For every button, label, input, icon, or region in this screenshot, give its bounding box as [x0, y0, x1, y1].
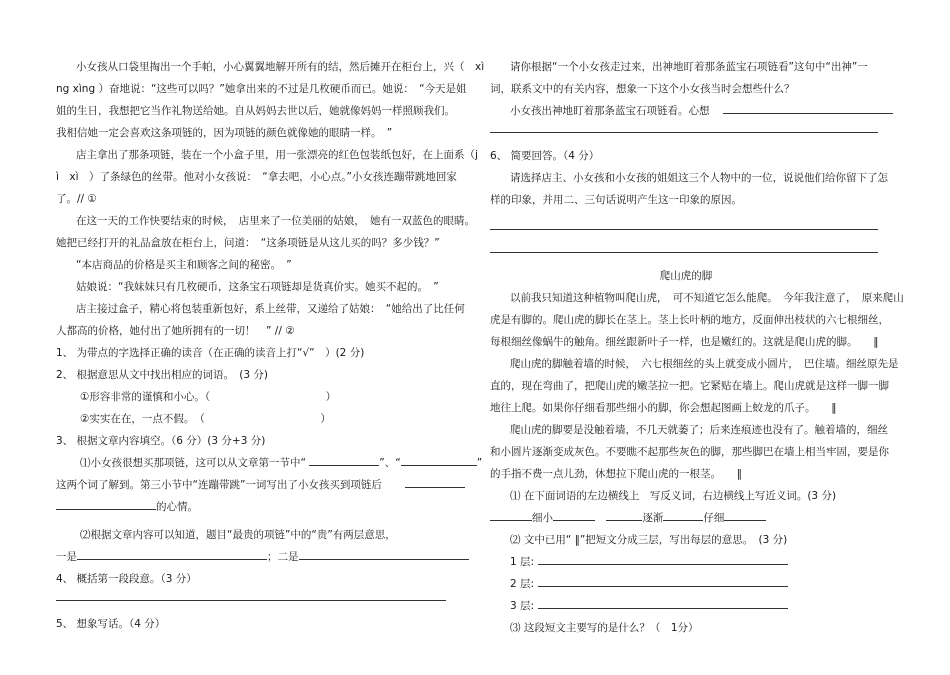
question-sub-1-answers — [490, 507, 882, 529]
answer-blank[interactable] — [606, 508, 642, 521]
layer-label: 3 层: — [510, 600, 535, 612]
answer-label: 一是 — [56, 551, 77, 563]
question-1: 1、 为带点的字选择正确的读音（在正确的读音上打“√” ）(2 分) — [56, 347, 365, 359]
passage-line: 爬山虎的脚触着墙的时候， 六七根细丝的头上就变成小圆片， 巴住墙。细丝原先是 — [510, 358, 899, 370]
answer-blank[interactable] — [309, 453, 379, 466]
layer-1 — [490, 551, 882, 573]
passage-line: 小女孩从口袋里掏出一个手帕，小心翼翼地解开所有的结，然后摊开在柜台上，兴（ xì — [76, 61, 485, 73]
layer-2 — [490, 573, 882, 595]
answer-blank[interactable] — [401, 453, 477, 466]
passage-line: 店主接过盒子，精心将包装重新包好，系上丝带，又递给了姑娘： “她给出了比任何 — [76, 303, 465, 315]
passage-title: 爬山虎的脚 — [659, 270, 713, 282]
answer-blank[interactable] — [490, 508, 532, 521]
right-column — [490, 56, 904, 639]
answer-line[interactable] — [56, 590, 446, 601]
passage-line: 直的，现在弯曲了，把爬山虎的嫩茎拉一把。它紧贴在墙上。爬山虎就是这样一脚一脚 — [490, 380, 889, 392]
question-6: 6、 简要回答。（4 分） — [490, 150, 600, 162]
word-label: 细小 — [532, 512, 553, 524]
passage-line: 以前我只知道这种植物叫爬山虎， 可不知道它怎么能爬。 今年我注意了， 原来爬山 — [510, 292, 904, 304]
answer-blank[interactable] — [538, 574, 788, 587]
answer-line[interactable] — [490, 219, 878, 230]
question-text: 小女孩出神地盯着那条蓝宝石项链看。心想 — [510, 105, 710, 117]
answer-label: ；二是 — [267, 551, 299, 563]
passage-line: 每根细丝像蜗牛的触角。细丝跟新叶子一样，也是嫩红的。这就是爬山虎的脚。 ‖ — [490, 336, 879, 348]
passage-line: 她把已经打开的礼品盒放在柜台上，问道： “这条项链是从这儿买的吗？多少钱？” — [56, 237, 440, 249]
question-text: 这两个词了解到。第三小节中“连蹦带跳”一词写出了小女孩买到项链后 — [56, 479, 382, 491]
answer-blank[interactable] — [405, 475, 465, 488]
layer-3 — [490, 595, 882, 617]
answer-blank[interactable] — [299, 547, 469, 560]
question-sub-2: ⑵ 文中已用“ ‖”把短文分成三层，写出每层的意思。 (3 分) — [510, 534, 788, 546]
answer-blank[interactable] — [724, 508, 766, 521]
word-label: 逐渐 — [642, 512, 664, 524]
question-2-item-2[interactable]: ②实实在在，一点不假。 （ ） — [80, 413, 331, 425]
question-5-text: 词，联系文中的有关内容，想象一下这个小女孩当时会想些什么？ — [490, 83, 795, 95]
question-3-part-1-cont — [56, 474, 454, 496]
layer-label: 1 层: — [510, 556, 535, 568]
passage-line: 虎是有脚的。爬山虎的脚长在茎上。茎上长叶柄的地方，反面伸出枝状的六七根细丝， — [490, 314, 889, 326]
answer-blank[interactable] — [553, 508, 595, 521]
passage-line: 人都高的价格，她付出了她所拥有的一切！ ” // ② — [56, 325, 295, 337]
question-3-part-2-answers — [56, 546, 454, 568]
answer-blank[interactable] — [663, 508, 703, 521]
passage-line: ì xì ）了条绿色的丝带。他对小女孩说： “拿去吧，小心点。”小女孩连蹦带跳地回家 — [56, 171, 457, 183]
answer-line[interactable] — [490, 242, 878, 253]
question-6-text: 请选择店主、小女孩和小女孩的姐姐这三个人物中的一位，说说他们给你留下了怎 — [510, 172, 888, 184]
question-sub-3: ⑶ 这段短文主要写的是什么？（ 1分） — [510, 622, 699, 634]
question-3-part-1-end — [56, 496, 454, 518]
question-2: 2、 根据意思从文中找出相应的词语。 (3 分) — [56, 369, 268, 381]
passage-line: 了。// ① — [56, 193, 97, 205]
question-6-text: 样的印象，并用二、三句话说明产生这一印象的原因。 — [490, 194, 742, 206]
answer-blank[interactable] — [538, 552, 788, 565]
word-label: 仔细 — [703, 512, 725, 524]
answer-blank[interactable] — [56, 497, 156, 510]
question-4: 4、 概括第一段段意。（3 分） — [56, 573, 197, 585]
answer-line[interactable] — [490, 122, 878, 133]
question-text: ⑴小女孩很想买那项链，这可以从文章第一节中“ — [80, 457, 306, 469]
passage-line: 我相信她一定会喜欢这条项链的，因为项链的颜色就像她的眼睛一样。 ” — [56, 127, 393, 139]
question-3: 3、 根据文章内容填空。（6 分）(3 分+3 分) — [56, 435, 266, 447]
question-3-part-1: ⑴小女孩很想买那项链，这可以从文章第一节中“ ”、“ ” — [56, 452, 454, 474]
passage-line: 姑娘说：“我妹妹只有几枚硬币，这条宝石项链却是货真价实。她买不起的。 ” — [76, 281, 439, 293]
passage-line: ng xìng ）奋地说：“这些可以吗？”她拿出来的不过是几枚硬币而已。她说： “今天是姐 — [56, 83, 467, 95]
question-5-text: 请你根据“一个小女孩走过来，出神地盯着那条蓝宝石项链看”这句中“出神”一 — [510, 61, 868, 73]
question-sub-1: ⑴ 在下面词语的左边横线上 写反义词，右边横线上写近义词。(3 分) — [510, 490, 837, 502]
passage-line: “本店商品的价格是买主和顾客之间的秘密。 ” — [76, 259, 292, 271]
question-3-part-2: ⑵根据文章内容可以知道，题目“最贵的项链”中的“贵”有两层意思， — [80, 529, 396, 541]
question-5-prompt — [490, 100, 882, 122]
question-text: 的心情。 — [156, 501, 198, 513]
answer-blank[interactable] — [538, 596, 788, 609]
layer-label: 2 层: — [510, 578, 535, 590]
answer-blank[interactable] — [723, 101, 893, 114]
passage-line: 爬山虎的脚要是没触着墙，不几天就萎了；后来连痕迹也没有了。触着墙的，细丝 — [510, 424, 888, 436]
passage-line: 店主拿出了那条项链，装在一个小盒子里，用一张漂亮的红色包装纸包好，在上面系（j — [76, 149, 478, 161]
question-2-item-1[interactable]: ①形容非常的谨慎和小心。（ ） — [80, 391, 337, 403]
passage-line: 在这一天的工作快要结束的时候， 店里来了一位美丽的姑娘， 她有一双蓝色的眼睛。 — [76, 215, 475, 227]
question-5: 5、 想象写话。（4 分） — [56, 618, 166, 630]
passage-line: 和小圆片逐渐变成灰色。不要瞧不起那些灰色的脚，那些脚巴在墙上相当牢固，要是你 — [490, 446, 889, 458]
left-column — [56, 56, 485, 635]
passage-line: 地往上爬。如果你仔细看那些细小的脚，你会想起图画上蛟龙的爪子。 ‖ — [490, 402, 837, 414]
passage-line: 的手指不费一点儿劲，休想拉下爬山虎的一根茎。 ‖ — [490, 468, 742, 480]
answer-blank[interactable] — [77, 547, 267, 560]
passage-line: 姐的生日，我想把它当作礼物送给她。自从妈妈去世以后，她就像妈妈一样照顾我们。 — [56, 105, 455, 117]
